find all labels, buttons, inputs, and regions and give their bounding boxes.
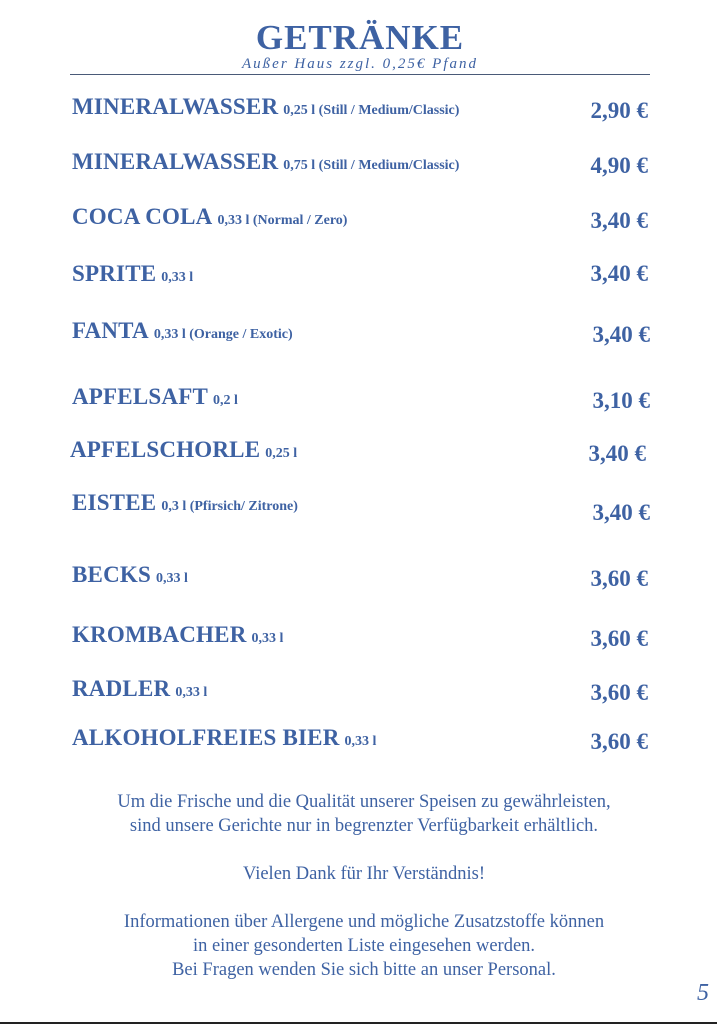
item-price: 3,40 €: [590, 208, 648, 233]
item-name: SPRITE: [72, 261, 157, 286]
item-name: KROMBACHER: [72, 622, 247, 647]
menu-item-coca-cola: [72, 206, 650, 236]
item-detail: 0,2 l: [212, 393, 238, 408]
item-label: [72, 92, 459, 126]
menu-item-krombacher: [72, 624, 650, 654]
menu-item-alkoholfreies-bier: [72, 727, 650, 757]
item-price: 3,10 €: [592, 388, 650, 413]
item-detail: 0,25 l: [265, 446, 298, 461]
item-price: 3,60 €: [590, 680, 648, 705]
item-label: [72, 620, 283, 654]
freshness-note-line: Um die Frische und die Qualität unserer Speisen zu gewährleisten,: [117, 792, 611, 812]
item-name: BECKS: [72, 562, 151, 587]
item-detail: 0,3 l (Pfirsich/ Zitrone): [161, 499, 298, 514]
item-detail: 0,33 l: [251, 631, 284, 646]
item-detail: 0,33 l: [155, 571, 188, 586]
item-price: 3,60 €: [590, 626, 648, 651]
item-label: [72, 259, 193, 293]
freshness-note-line: sind unsere Gerichte nur in begrenzter Verfügbarkeit erhältlich.: [129, 816, 599, 836]
allergen-note-line: Informationen über Allergene und mögliche Zusatzstoffe können: [123, 912, 605, 932]
item-price: 3,40 €: [588, 441, 646, 466]
page-number: 5: [697, 980, 709, 1006]
item-label: [72, 316, 293, 350]
item-detail: 0,33 l: [161, 270, 194, 285]
item-detail: 0,25 l (Still / Medium/Classic): [283, 103, 460, 118]
item-name: EISTEE: [72, 490, 157, 515]
menu-item-radler: [72, 678, 650, 708]
item-detail: 0,75 l (Still / Medium/Classic): [283, 158, 460, 173]
item-label: [72, 202, 347, 236]
menu-item-apfelschorle: [70, 439, 650, 469]
header-divider: [70, 74, 650, 75]
item-name: RADLER: [72, 676, 171, 701]
menu-item-eistee: [72, 490, 650, 525]
item-price: 4,90 €: [590, 153, 648, 178]
item-name: COCA COLA: [72, 204, 213, 229]
page-title: GETRÄNKE: [255, 18, 465, 57]
item-name: MINERALWASSER: [72, 94, 279, 119]
menu-item-fanta: [72, 320, 650, 350]
item-label: [72, 560, 188, 594]
freshness-note: [40, 790, 688, 838]
menu-item-sprite: [72, 259, 650, 289]
item-name: FANTA: [72, 318, 149, 343]
pfand-note: Außer Haus zzgl. 0,25€ Pfand: [242, 56, 478, 72]
item-label: [72, 674, 207, 708]
item-label: [72, 382, 238, 416]
item-detail: 0,33 l (Normal / Zero): [217, 213, 348, 228]
item-label: [72, 488, 298, 522]
menu-notes: [40, 790, 688, 1006]
item-price: 2,90 €: [590, 98, 648, 123]
item-detail: 0,33 l (Orange / Exotic): [153, 327, 293, 342]
item-name: ALKOHOLFREIES BIER: [72, 725, 340, 750]
menu-item-becks: [72, 564, 650, 594]
allergen-note-line: in einer gesonderten Liste eingesehen werden.: [192, 936, 536, 956]
item-name: APFELSAFT: [72, 384, 208, 409]
item-detail: 0,33 l: [175, 685, 208, 700]
menu-item-mineralwasser-025: [72, 96, 650, 126]
item-price: 3,40 €: [592, 322, 650, 347]
item-label: [72, 723, 376, 757]
allergen-note-line: Bei Fragen wenden Sie sich bitte an unser Personal.: [172, 960, 556, 980]
item-price: 3,60 €: [590, 729, 648, 754]
item-label: [72, 147, 459, 181]
item-label: [70, 435, 297, 469]
thanks-note-line: Vielen Dank für Ihr Verständnis!: [242, 864, 486, 884]
menu-item-apfelsaft: [72, 386, 650, 416]
menu-item-mineralwasser-075: [72, 151, 650, 181]
item-price: 3,40 €: [590, 261, 648, 286]
item-name: APFELSCHORLE: [70, 437, 261, 462]
allergen-note: [40, 910, 688, 982]
menu-header: [70, 18, 650, 72]
thanks-note: [40, 862, 688, 886]
item-price: 3,40 €: [592, 500, 650, 525]
item-detail: 0,33 l: [344, 734, 377, 749]
item-price: 3,60 €: [590, 566, 648, 591]
item-name: MINERALWASSER: [72, 149, 279, 174]
